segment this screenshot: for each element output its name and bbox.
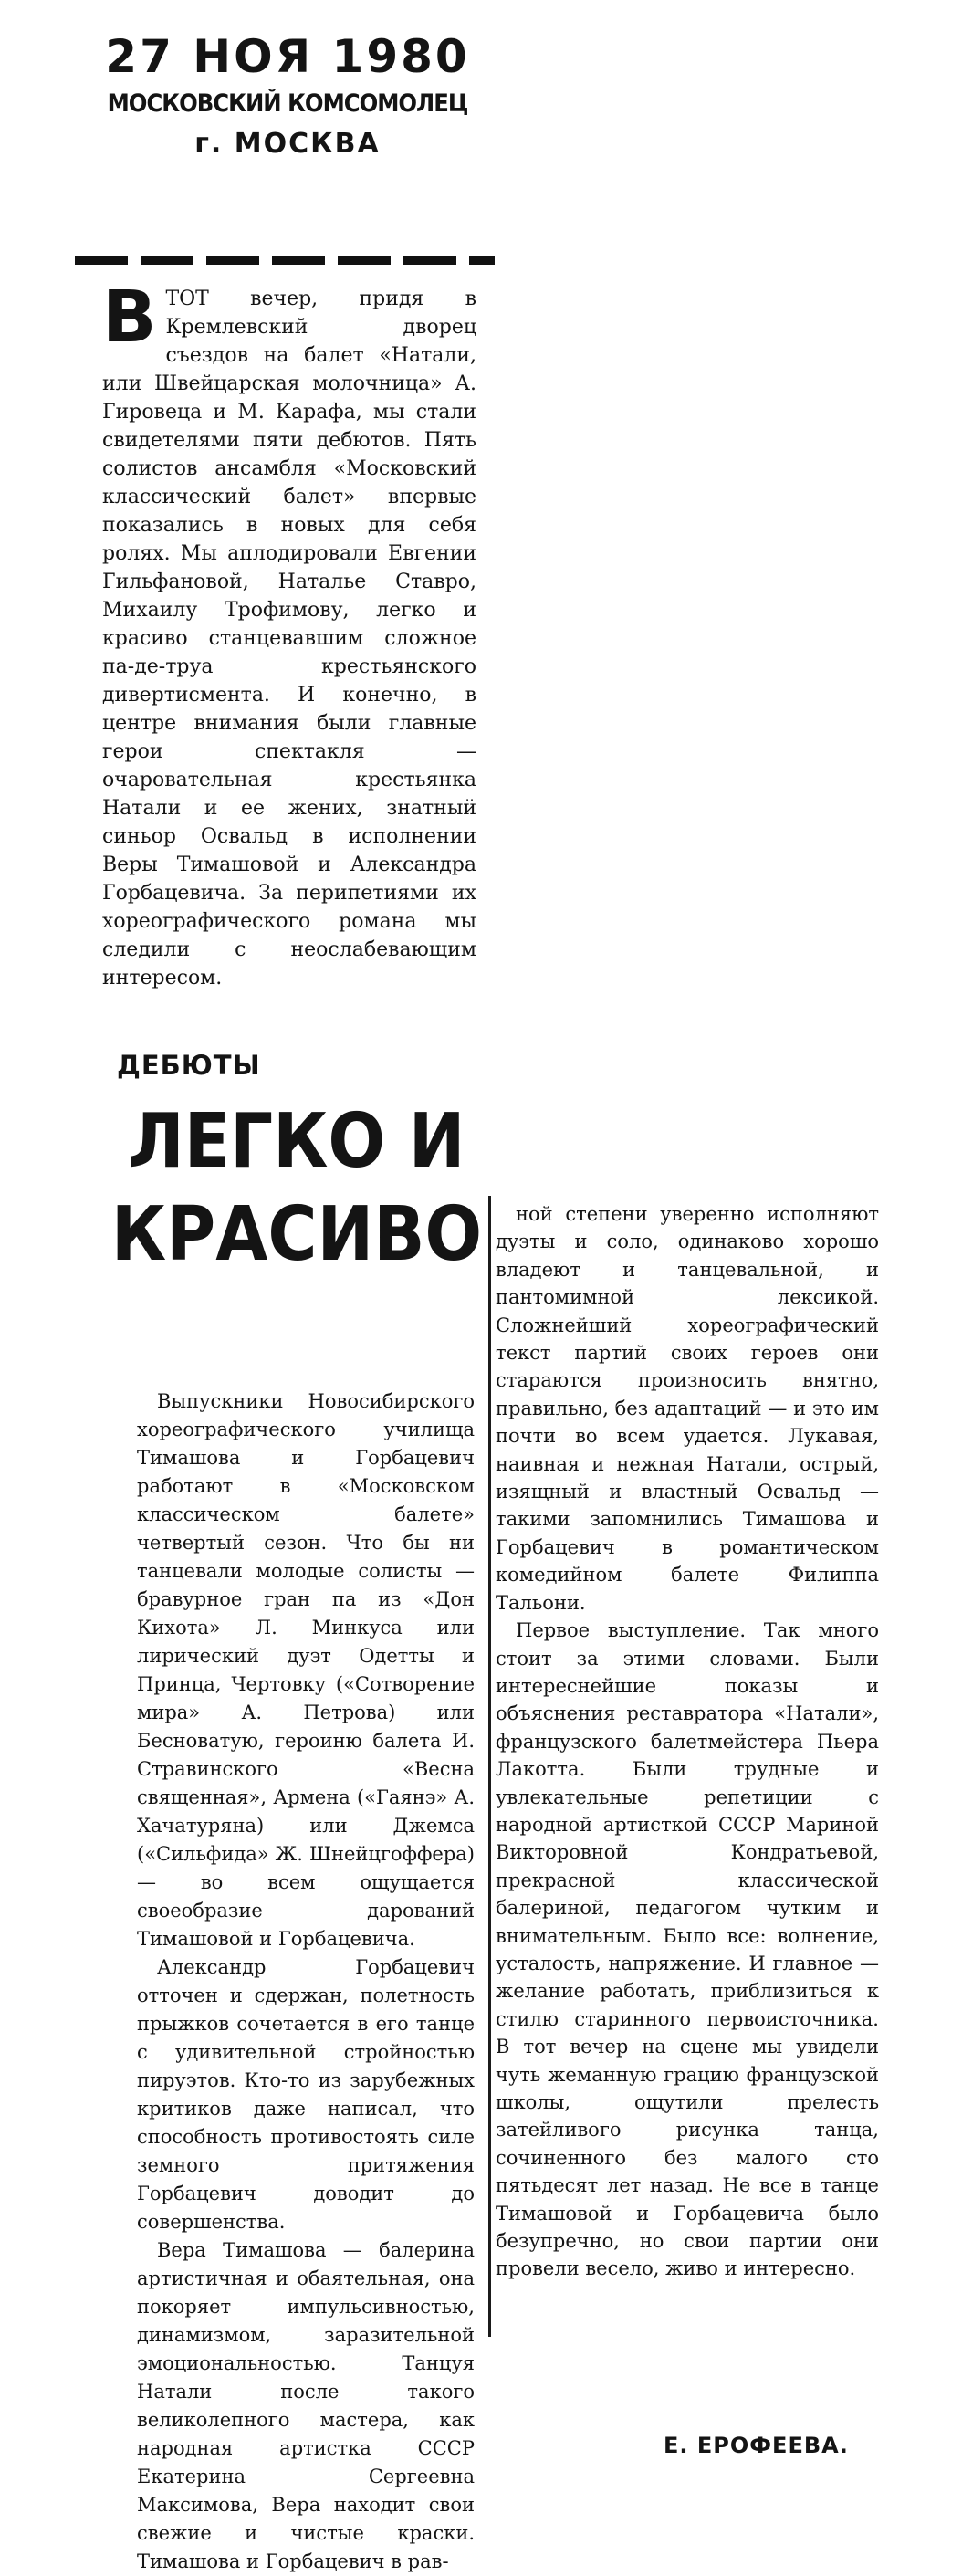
intro-paragraph (102, 277, 476, 992)
body-paragraph: Выпускники Новосибирского хореографического училища Тимашова и Горбацевич работают в «Московском классическом балете» четвертый сезон. Что бы ни танцевали молодые солисты — бравурное гран па из «Дон Кихота» Л. Минкуса или лирический дуэт Одетты и Принца, Чертовку («Сотворение мира» А. Петрова) или Бесноватую, героиню балета И. Стравинского «Весна священная», Армена («Гаянэ» А. Хачатуряна) или Джемса («Сильфида» Ж. Шнейцгоффера) — во всем ощущается своеобразие дарований Тимашовой и Горбацевича. (137, 1390, 475, 1950)
article-headline: ЛЕГКО И КРАСИВО (110, 1098, 483, 1278)
clipping-date: 27 НОЯ 1980 (105, 30, 470, 83)
newspaper-name: МОСКОВСКИЙ КОМСОМОЛЕЦ (107, 89, 468, 118)
clipping-stamp (87, 27, 488, 166)
body-paragraph: Вера Тимашова — балерина артистичная и обаятельная, она покоряет импульсивностью, динамизмом, заразительной эмоциональностью. Танцуя Натали после такого великолепного мастера, как народная артистка СССР Екатерина Сергеевна Максимова, Вера находит свои свежие и чистые краски. Тимашова и Горбацевич в рав- (137, 2239, 475, 2572)
article-column-left (137, 1387, 475, 2576)
intro-text: ТОТ вечер, придя в Кремлевский дворец съездов на балет «Натали, или Швейцарская молочница» А. Гировеца и М. Карафа, мы стали свидетелями пяти дебютов. Пять солистов ансамбля «Московский классический балет» впервые показались в новых для себя ролях. Мы аплодировали Евгении Гильфановой, Наталье Ставро, Михаилу Трофимову, легко и красиво станцевавшим сложное па-де-труа крестьянского дивертисмента. И конечно, в центре внимания были главные герои спектакля — очаровательная крестьянка Натали и ее жених, знатный синьор Освальд в исполнении Веры Тимашовой и Александра Горбацевича. За перипетиями их хореографического романа мы следили с неослабевающим интересом. (102, 288, 476, 990)
header-divider (75, 256, 495, 265)
column-divider (488, 1196, 491, 2337)
author-signature: Е. ЕРОФЕЕВА. (664, 2433, 849, 2458)
article-intro (102, 277, 476, 992)
body-paragraph: ной степени уверенно исполняют дуэты и соло, одинаково хорошо владеют и танцевальной, и пантомимной лексикой. Сложнейший хореографический текст партий своих героев они стараются произносить внятно, правильно, без адаптаций — и это им почти во всем удается. Лукавая, наивная и нежная Натали, острый, изящный и властный Освальд — такими запомнились Тимашова и Горбацевич в романтическом комедийном балете Филиппа Тальони. (496, 1203, 879, 1614)
article-column-right (496, 1200, 879, 2283)
rubric-label: ДЕБЮТЫ (117, 1050, 261, 1081)
city-name: г. МОСКВА (194, 128, 381, 160)
body-paragraph: Александр Горбацевич отточен и сдержан, полетность прыжков сочетается в его танце с удивительной стройностью пируэтов. Кто-то из зарубежных критиков даже написал, что способность противостоять силе земного притяжения Горбацевич доводит до совершенства. (137, 1956, 475, 2233)
body-paragraph: Первое выступление. Так много стоит за этими словами. Были интереснейшие показы и объяснения реставратора «Натали», французского балетмейстера Пьера Лакотта. Были трудные и увлекательные репетиции с народной артисткой СССР Мариной Викторовной Кондратьевой, прекрасной классической балериной, педагогом чутким и внимательным. Было все: волнение, усталость, напряжение. И главное — желание работать, приблизиться к стилю старинного первоисточника. В тот вечер на сцене мы увидели чуть жеманную грацию французской школы, ощутили прелесть затейливого рисунка танца, сочиненного без малого сто пятьдесят лет назад. Не все в танце Тимашовой и Горбацевича было безупречно, но свои партии они провели весело, живо и интересно. (496, 1619, 879, 2280)
drop-cap: В (102, 277, 157, 359)
